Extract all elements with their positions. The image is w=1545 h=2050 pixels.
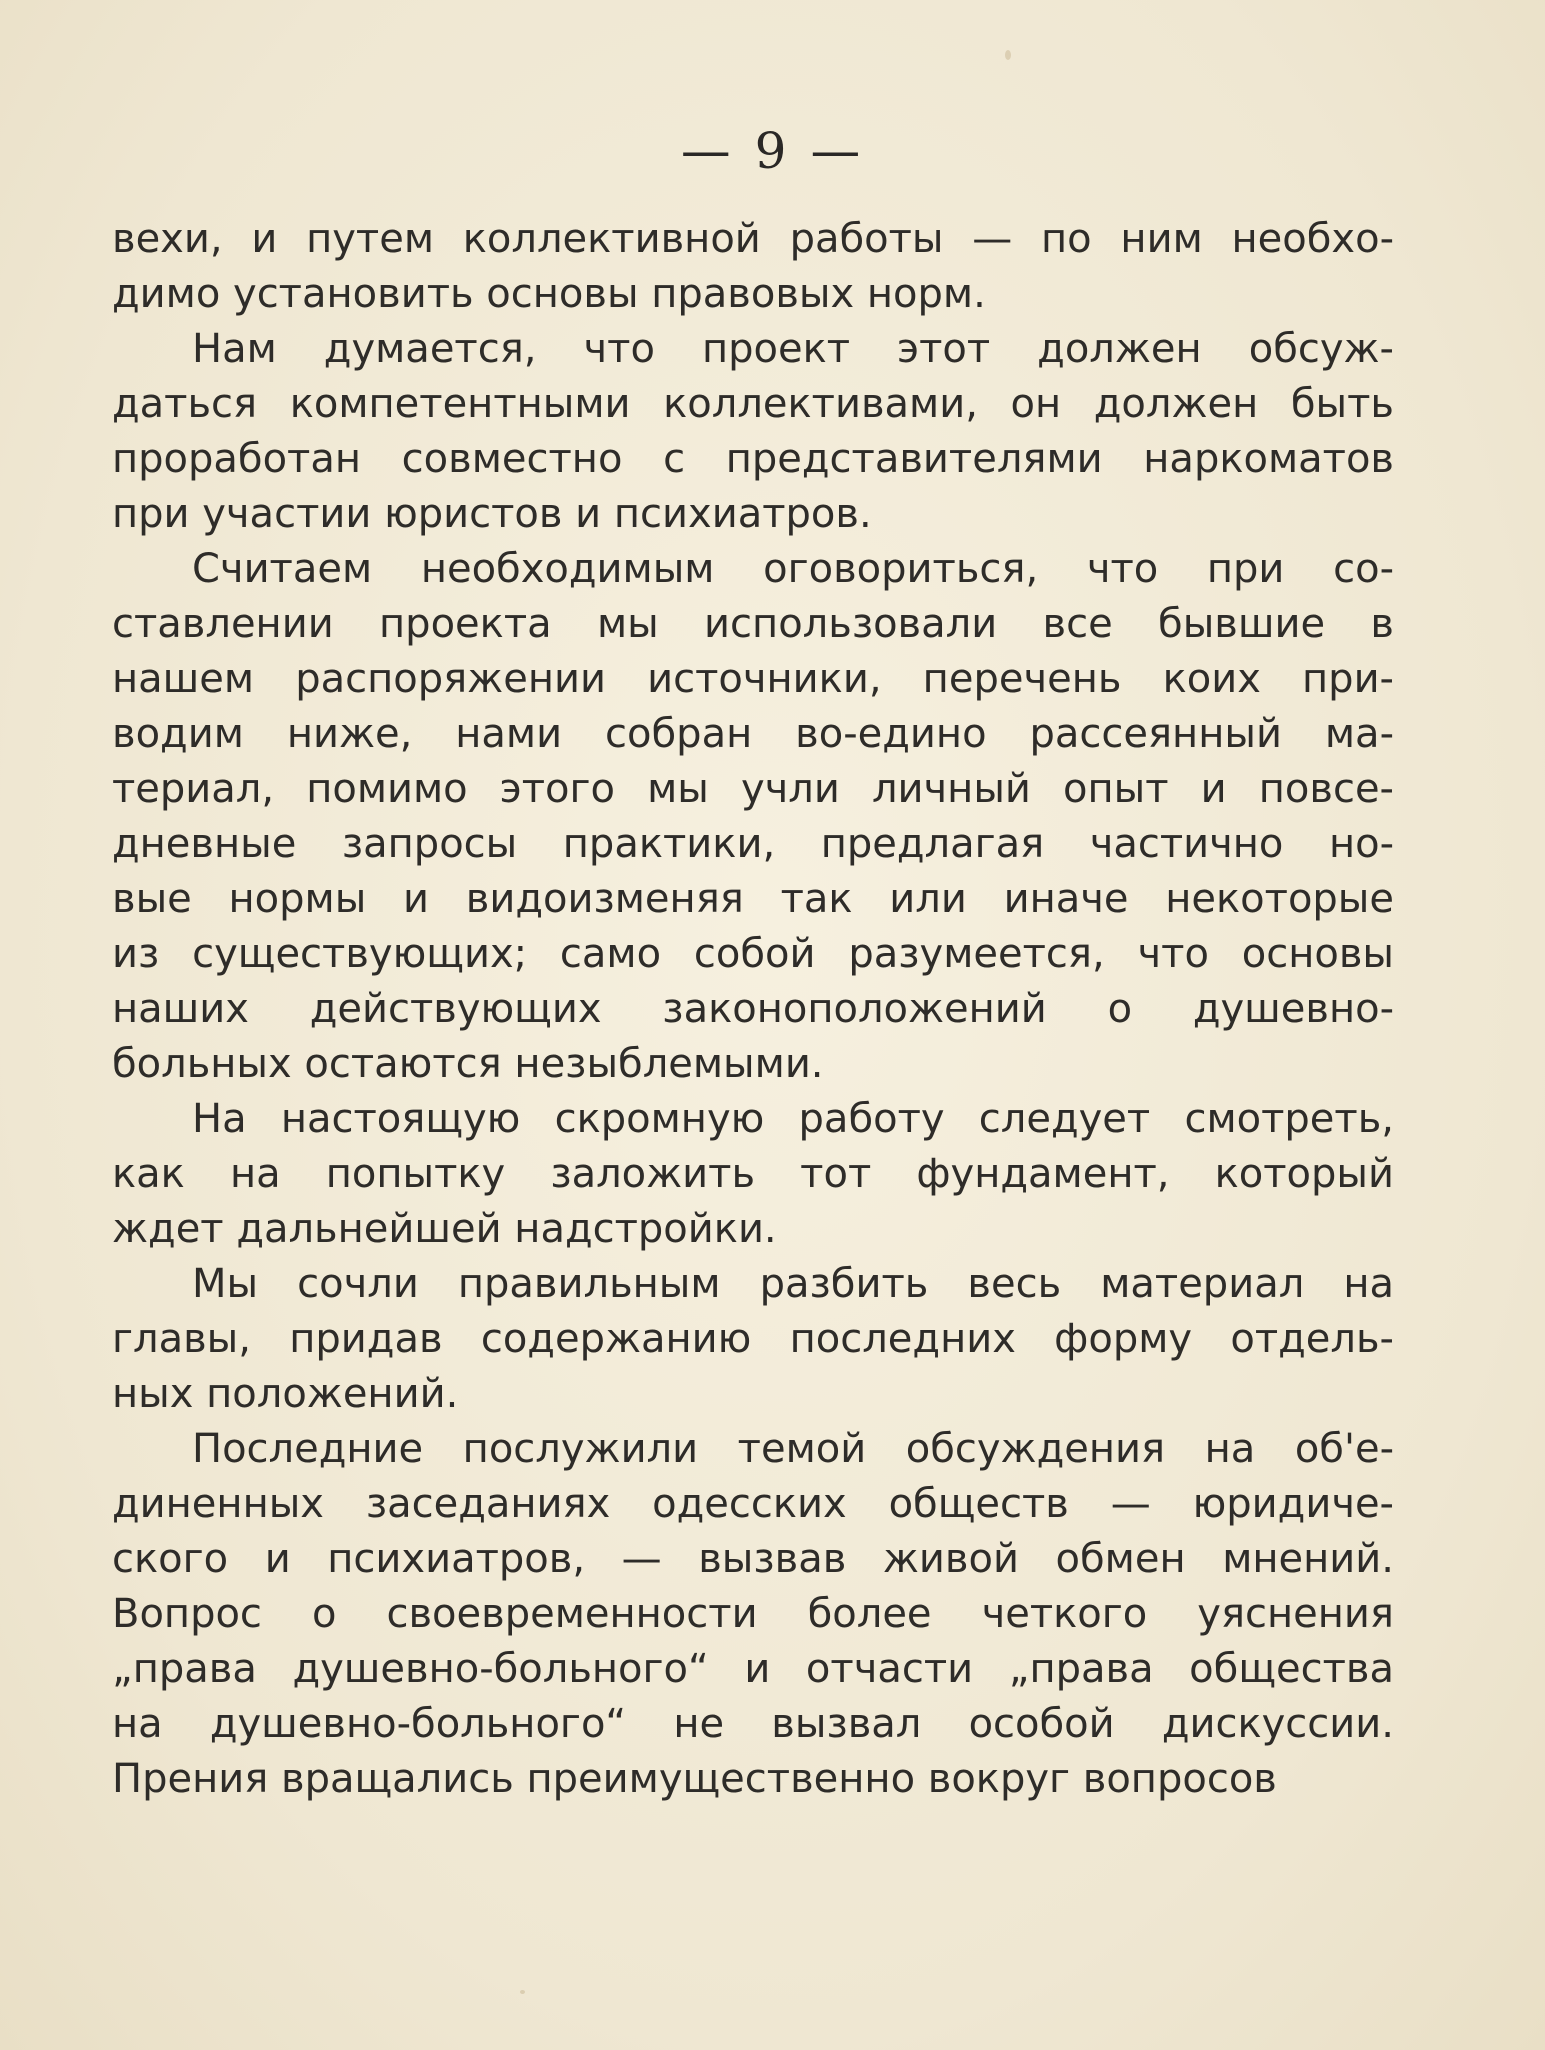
text-line: дневные запросы практики, предлагая частично но- [112,821,1394,867]
text-line: вые нормы и видоизменяя так или иначе некоторые [112,876,1394,922]
text-line: ставлении проекта мы использовали все бывшие в [112,601,1394,647]
text-line: ждет дальнейшей надстройки. [112,1206,777,1252]
text-line: как на попытку заложить тот фундамент, который [112,1151,1394,1197]
paper-stain [520,1990,525,1994]
text-line: главы, придав содержанию последних форму отдель- [112,1316,1394,1362]
text-line: из существующих; само собой разумеется, что основы [112,931,1394,977]
text-line: нашем распоряжении источники, перечень коих при- [112,656,1394,702]
page-number-dash-right: — [810,122,865,180]
paragraph [112,1422,1394,1807]
text-line: вехи, и путем коллективной работы — по ним необхо- [112,216,1394,262]
text-line: диненных заседаниях одесских обществ — юридиче- [112,1481,1394,1527]
paragraph [112,1257,1394,1422]
text-line: наших действующих законоположений о душевно- [112,986,1394,1032]
page-number-value: 9 [754,122,791,180]
text-line: димо установить основы правовых норм. [112,271,986,317]
body-text [112,212,1394,1807]
text-line: Последние послужили темой обсуждения на об'е- [192,1426,1394,1472]
text-line: Вопрос о своевременности более четкого уяснения [112,1591,1394,1637]
paragraph [112,542,1394,1092]
paragraph [112,212,1394,322]
text-line: водим ниже, нами собран во-едино рассеянный ма- [112,711,1394,757]
text-line: на душевно-больного“ не вызвал особой дискуссии. [112,1701,1394,1747]
text-line: „права душевно-больного“ и отчасти „права общества [112,1646,1394,1692]
text-line: териал, помимо этого мы учли личный опыт и повсе- [112,766,1394,812]
paragraph [112,322,1394,542]
text-line: Считаем необходимым оговориться, что при со- [192,546,1394,592]
page-number-dash-left: — [680,122,735,180]
text-line: На настоящую скромную работу следует смотреть, [192,1096,1394,1142]
text-line: проработан совместно с представителями наркоматов [112,436,1394,482]
page-number [0,122,1545,180]
text-line: при участии юристов и психиатров. [112,491,872,537]
text-line: Нам думается, что проект этот должен обсуж- [192,326,1394,372]
text-line: Мы сочли правильным разбить весь материал на [192,1261,1394,1307]
text-line: даться компетентными коллективами, он должен быть [112,381,1394,427]
text-line: ных положений. [112,1371,459,1417]
text-line: ского и психиатров, — вызвав живой обмен мнений. [112,1536,1394,1582]
paragraph [112,1092,1394,1257]
text-line: Прения вращались преимущественно вокруг вопросов [112,1756,1277,1802]
text-line: больных остаются незыблемыми. [112,1041,824,1087]
paper-stain [1005,50,1011,60]
